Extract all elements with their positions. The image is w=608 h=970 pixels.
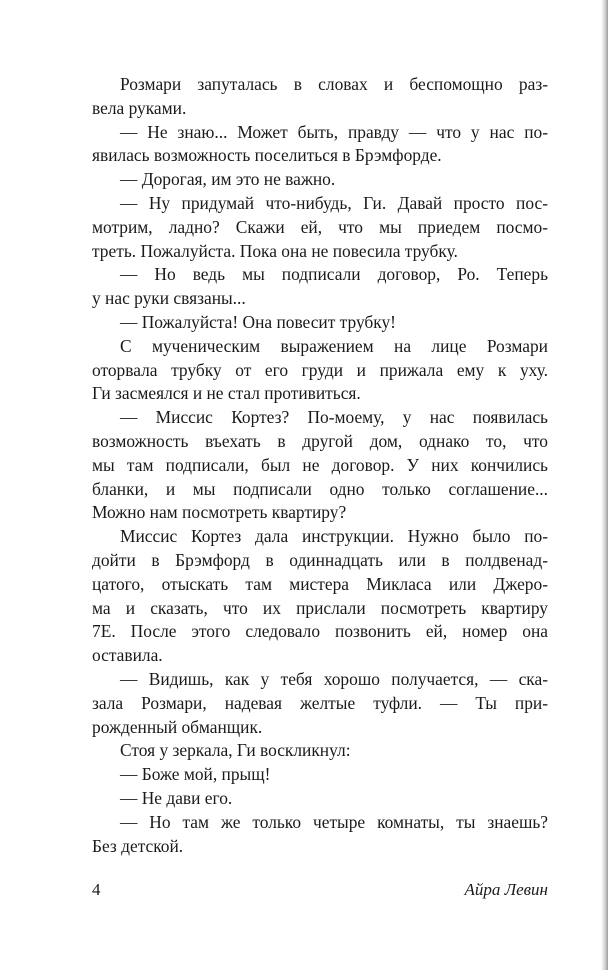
text-line: — Дорогая, им это не важно. — [120, 169, 336, 190]
text-line: Стоя у зеркала, Ги воскликнул: — [120, 740, 351, 761]
text-line: — Пожалуйста! Она повесит трубку! — [120, 311, 396, 332]
text-line: оставила. — [92, 645, 163, 666]
text-line: — Ну придумай что-нибудь, Ги. Давай просто пос- — [120, 192, 548, 213]
text-line: Миссис Кортез дала инструкции. Нужно было по- — [120, 526, 548, 547]
text-line: — Не дави его. — [120, 787, 233, 808]
text-line: — Но ведь мы подписали договор, Ро. Теперь — [120, 264, 548, 285]
text-line: ма и сказать, что их прислали посмотреть квартиру — [92, 597, 548, 618]
text-line: Можно нам посмотреть квартиру? — [92, 502, 347, 523]
text-line: — Не знаю... Может быть, правду — что у нас по- — [120, 121, 548, 142]
text-line: зала Розмари, надевая желтые туфли. — Ты при- — [92, 692, 548, 713]
text-line: 7Е. После этого следовало позвонить ей, номер она — [92, 621, 548, 642]
text-line: цатого, отыскать там мистера Микласа или Джеро- — [92, 573, 548, 594]
text-line: мы там подписали, был не договор. У них кончились — [92, 454, 548, 475]
text-line: Розмари запуталась в словах и беспомощно раз- — [120, 74, 548, 94]
text-line: — Видишь, как у тебя хорошо получается, — ска- — [120, 668, 548, 689]
text-line: рожденный обманщик. — [92, 716, 263, 737]
text-line: — Боже мой, прыщ! — [120, 764, 271, 785]
text-line: явилась возможность поселиться в Брэмфорде. — [92, 145, 442, 166]
text-line: вела руками. — [92, 97, 187, 118]
text-line: Без детской. — [92, 835, 184, 856]
text-line: — Но там же только четыре комнаты, ты знаешь? — [120, 811, 548, 832]
text-line: у нас руки связаны... — [92, 288, 246, 309]
text-line: дойти в Брэмфорд в одиннадцать или в полдвенад- — [92, 549, 548, 570]
text-line: оторвала трубку от его груди и прижала ему к уху. — [92, 359, 548, 380]
text-line: С мученическим выражением на лице Розмари — [120, 335, 548, 356]
text-line: мотрим, ладно? Скажи ей, что мы приедем посмо- — [92, 216, 548, 237]
text-line: — Миссис Кортез? По-моему, у нас появилась — [120, 407, 548, 428]
text-line: возможность въехать в другой дом, однако то, что — [92, 430, 548, 451]
text-line: Ги засмеялся и не стал противиться. — [92, 383, 361, 404]
text-line: бланки, и мы подписали одно только соглашение... — [92, 478, 548, 499]
body-text — [92, 73, 548, 858]
page-footer — [92, 880, 548, 904]
text-line: треть. Пожалуйста. Пока она не повесила трубку. — [92, 240, 458, 261]
page-number: 4 — [92, 880, 101, 899]
running-head-author: Айра Левин — [464, 880, 548, 899]
page-edge-shadow — [601, 0, 608, 970]
